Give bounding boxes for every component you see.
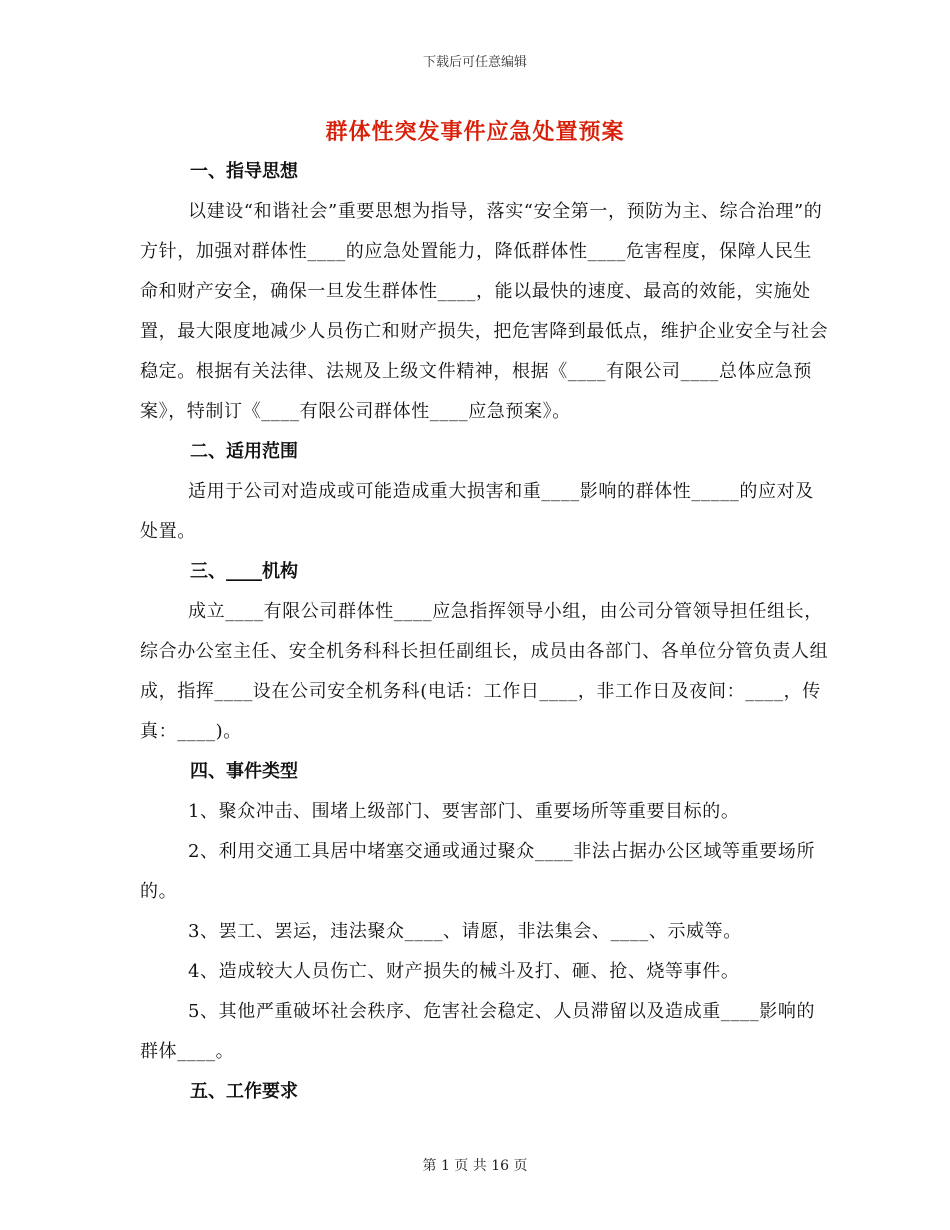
page-footer: 第 1 页 共 16 页 [422,1158,528,1174]
list-item: 2、利用交通工具居中堵塞交通或通过聚众____非法占据办公区域等重要场所的。 [140,841,816,902]
paragraph: 适用于公司对造成或可能造成重大损害和重____影响的群体性_____的应对及处置。 [140,481,814,542]
page-header: 下载后可任意编辑 [422,55,527,70]
paragraph: 以建设“和谐社会”重要思想为指导，落实“安全第一，预防为主、综合治理”的方针，加强对群体性____的应急处置能力，降低群体性____危害程度，保障人民生命和财产安全，确保一旦发生群体性____，能以最快的速度、最高的效能，实施处置，最大限度地减少人员伤亡和财产损失，把危害降到最低点，维护企业安全与社会稳定。根据有关法律、法规及上级文件精神，根据《____有限公司____总体应急预案》，特制订《____有限公司群体性____应急预案》。 [140,201,829,422]
section-heading-guiding-ideology: 一、指导思想 [190,161,298,182]
document-title: 群体性突发事件应急处置预案 [325,120,625,145]
paragraph: 成立____有限公司群体性____应急指挥领导小组，由公司分管领导担任组长，综合办公室主任、安全机务科科长担任副组长，成员由各部门、各单位分管负责人组成，指挥____设在公司安全机务科(电话：工作日____，非工作日及夜间：____，传真：____)。 [140,601,829,742]
section-heading-work-requirements: 五、工作要求 [190,1081,298,1102]
list-item: 5、其他严重破坏社会秩序、危害社会稳定、人员滞留以及造成重____影响的群体____。 [140,1001,816,1062]
section-heading-event-types: 四、事件类型 [190,761,298,782]
list-item: 1、聚众冲击、围堵上级部门、要害部门、重要场所等重要目标的。 [188,801,740,822]
section-heading-organization: 三、____机构 [190,561,298,582]
list-item: 3、罢工、罢运，违法聚众____、请愿，非法集会、____、示威等。 [188,921,742,942]
section-heading-scope: 二、适用范围 [190,441,298,462]
list-item: 4、造成较大人员伤亡、财产损失的械斗及打、砸、抢、烧等事件。 [188,961,740,982]
document-body [140,152,830,1112]
